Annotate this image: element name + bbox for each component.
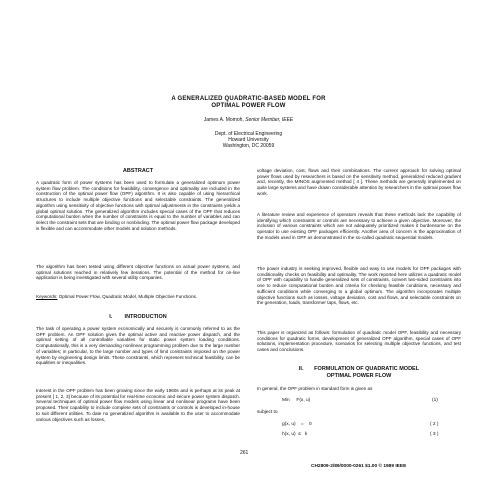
equation-1-number: (1) [432, 398, 438, 403]
affiliation-city: Washington, DC 20059 [222, 143, 275, 149]
author-line [0, 117, 497, 124]
introduction-paragraph-2: Interest in the OPF problem has been growing since the early 1960s and is perhaps at its peak at present [ 1, 2, 3] because of its potential for real-time economic and secure power system dispatch. Several techniques of optimal power flow models using linear and nonlinear programs have been proposed. Their capability to include complete sets of constraints or controls is developed in-house to suit different utilities. To date no generalized algorithm is available to the user to accommodate various objectives such as losses, [36, 388, 240, 422]
abstract-paragraph-1: A quadratic form of power systems has been used to formulate a generalized optimum power system flow problem. The conditions for feasibility, convergence and optimality are included in the construction of the optimal power flow (OPF) algorithm. It is also capable of using hierarchical structures to include multiple objective functions and selectable constraints. The generalized algorithm using sensitivity of objective functions with optimal adjustments in the constraints yields a global optimal solution. The generalized algorithm includes special cases of the OPF that reduces computational burden when the number of constraints is equal to the number of variables and can select the constraint sets that are binding or nonbinding. The optimal power flow package developed is flexible and can accommodate other models and solution methods. [36, 180, 240, 231]
paper-title-line-2: OPTIMAL POWER FLOW [211, 103, 286, 109]
keywords-text: Optimal Power Flow, Quadratic Model, Multiple Objective Functions. [58, 294, 198, 299]
page-number: 261 [240, 450, 249, 456]
author-name: James A. Momoh, [203, 117, 244, 123]
right-continuation-paragraph: voltage deviation, cost, flows and their combinations. The current approach for solving optimal power flows used by researchers is based on the sensitivity method, generalized reduced gradient and, recently, the MINOS augmented method [ 4 ]. These methods are generally implemented on quite large systems and have drawn considerable attention by researchers in the optimal power flow work. [257, 168, 461, 196]
equation-2: g(x, u) = 0 [282, 422, 312, 427]
equation-1: Min F(x, u) [282, 398, 311, 403]
abstract-paragraph-2: The algorithm has been tested using different objective functions on actual power systems, and optimal solutions reached in relatively few iterations. The potential of the method for on-line application is being investigated with several utility companies. [36, 264, 240, 281]
author-role: Senior Member, IEEE [245, 117, 294, 123]
right-paragraph-3: The power industry is seeking improved, flexible and easy to use models for OPF packages with conditionality checks on feasibility and optimality. The work reported here utilizes a quadratic model of OPF with capability to handle generalized sets of constraints, convert two-sided constraints into one to reduce computational burden and criteria for checking feasible conditions, necessary and sufficient conditions while converging to a global optimum. The algorithm incorporates multiple objective functions such as losses, voltage deviation, cost and flows, and selectable constraints on the generation, loads, transformer taps, flows, etc. [257, 266, 461, 306]
section-2-heading-line-1: II. FORMULATION OF QUADRATIC MODEL [298, 366, 420, 372]
equation-3: h(x, u) ≤ k [282, 432, 308, 437]
copyright-footer: CH2809-2/89/0000-0261 $1.00 © 1989 IEEE [311, 464, 407, 469]
introduction-heading: I. INTRODUCTION [109, 314, 167, 320]
keywords-label: Keywords: [36, 294, 58, 299]
opf-standard-form-text: In general, the OPF problem in standard form is given as [257, 386, 373, 391]
equation-3-number: ( 3 ) [430, 432, 439, 437]
abstract-heading: ABSTRACT [122, 168, 154, 174]
right-paragraph-4: This paper is organized as follows: formulation of quadratic model OPF, feasibility and necessary conditions for quadratic forms, development of generalized OPF algorithm, special cases of OPF solutions, implementation procedure, scenarios for selecting multiple objective functions, and test cases and conclusions. [257, 330, 461, 353]
affiliation-university: Howard University [228, 137, 269, 143]
keywords-paragraph [36, 294, 240, 300]
paper-title-line-1: A GENERALIZED QUADRATIC-BASED MODEL FOR [171, 96, 326, 102]
subject-to-label: subject to [257, 410, 278, 415]
equation-2-number: ( 2 ) [430, 422, 439, 427]
right-paragraph-2: A literature review and experience of operators reveals that these methods lack the capability of identifying which constraints or controls are necessary to achieve a given objective. Moreover, the inclusion of various constraints which are not adequately prioritized makes it burdensome on the operator to use existing OPF packages efficiently. Another area of concern is the approximation of the models used in OPF as demonstrated in the so-called quadratic sequential models. [257, 212, 461, 240]
introduction-paragraph-1: The task of operating a power system economically and securely is commonly referred to as the OPF problem. An OPF solution gives the optimal active and reactive power dispatch, and the optimal setting of all controllable variables for static power system loading conditions. Computationally, this is a very demanding nonlinear programming problem due to the large number of variables; in particular, to the large number and types of limit constraints imposed on the power system by engineering design limits. These constraints, which represent technical feasibility, can be equalities or inequalities. [36, 326, 240, 366]
section-2-heading-line-2: OPTIMAL POWER FLOW [326, 373, 392, 379]
affiliation-dept: Dept. of Electrical Engineering [214, 131, 283, 137]
